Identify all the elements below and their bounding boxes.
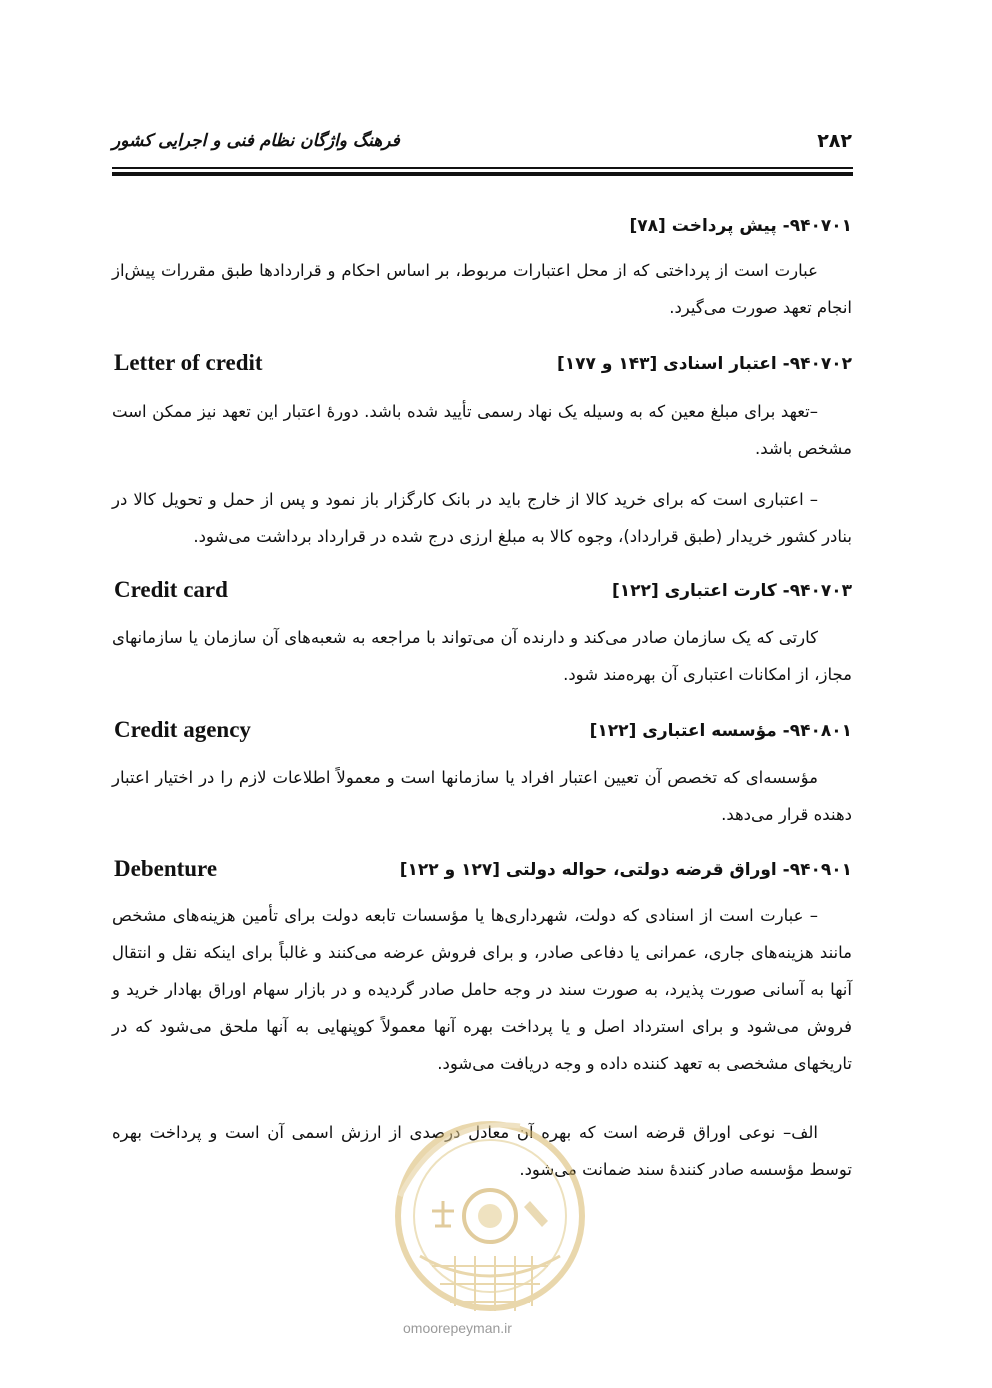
entry-heading-row	[112, 577, 852, 609]
header-rule-thick	[112, 172, 853, 176]
book-title: فرهنگ واژگان نظام فنی و اجرایی کشور	[112, 131, 400, 151]
entry-heading: ۹۴۰۷۰۲- اعتبار اسنادی [۱۴۳ و ۱۷۷]	[557, 354, 852, 374]
entry-heading-row	[112, 212, 852, 244]
entry-heading: ۹۴۰۹۰۱- اوراق قرضه دولتی، حواله دولتی [۱۲۷ و ۱۲۲]	[399, 860, 852, 880]
header-rule-thin	[112, 167, 853, 169]
entry-paragraph: – عبارت است از اسنادی که دولت، شهرداری‌ها یا مؤسسات تابعه دولت برای تأمین هزینه‌های مشخص مانند هزینه‌های جاری، عمرانی یا دفاعی صادر، و برای فروش عرضه می‌کنند و غالباً برای اینکه نقل و انتقال آنها به آسانی صورت پذیرد، به صورت سند در وجه حامل صادر گردیده و در بازار سهام اوراق بهادار خرید و فروش می‌شود و برای استرداد اصل و یا پرداخت بهره آنها معمولاً کوپنهایی به آنها ملحق می‌شود که در تاریخهای مشخصی به تعهد کننده داده و وجه دریافت می‌شود.	[112, 906, 852, 1073]
entry-paragraph: کارتی که یک سازمان صادر می‌کند و دارنده آن می‌تواند با مراجعه به شعبه‌های آن سازمان یا سازمانهای مجاز، از امکانات اعتباری آن بهره‌مند شود.	[112, 628, 852, 684]
entry-english-term: Letter of credit	[114, 350, 263, 375]
entry-paragraph: – اعتباری است که برای خرید کالا از خارج باید در بانک کارگزار باز نمود و پس از حمل و تحویل کالا در بنادر کشور خریدار (طبق قرارداد)، وجوه کالا به مبلغ ارزی درج شده در قرارداد برداشت می‌شود.	[112, 490, 852, 546]
page-number: ۲۸۲	[817, 130, 852, 152]
entry-heading-row	[112, 350, 852, 382]
entry-paragraph: –تعهد برای مبلغ معین که به وسیله یک نهاد رسمی تأیید شده باشد. دورهٔ اعتبار این تعهد نیز ممکن است مشخص باشد.	[112, 402, 852, 458]
entry-paragraph: عبارت است از پرداختی که از محل اعتبارات مربوط، بر اساس احکام و قراردادها طبق مقررات پیش‌از انجام تعهد صورت می‌گیرد.	[112, 261, 852, 317]
page-header	[112, 130, 852, 160]
entry-heading: ۹۴۰۷۰۱- پیش پرداخت [۷۸]	[629, 216, 852, 236]
entry-english-term: Credit agency	[114, 717, 251, 742]
entry-heading: ۹۴۰۷۰۳- کارت اعتباری [۱۲۲]	[612, 581, 852, 601]
entry-english-term: Credit card	[114, 577, 228, 602]
watermark-url: omoorepeyman.ir	[403, 1320, 512, 1336]
entry-heading-row	[112, 856, 852, 888]
entry-heading-row	[112, 717, 852, 749]
entry-english-term: Debenture	[114, 856, 218, 881]
entry-heading: ۹۴۰۸۰۱- مؤسسه اعتباری [۱۲۲]	[589, 721, 852, 741]
entry-paragraph: مؤسسه‌ای که تخصص آن تعیین اعتبار افراد یا سازمانها است و معمولاً اطلاعات لازم را در اختیار اعتبار دهنده قرار می‌دهد.	[112, 768, 852, 824]
entry-paragraph: الف– نوعی اوراق قرضه است که بهره آن معادل درصدی از ارزش اسمی آن است و پرداخت بهره توسط مؤسسه صادر کنندهٔ سند ضمانت می‌شود.	[112, 1123, 852, 1179]
watermark-seal-icon	[380, 1106, 600, 1356]
